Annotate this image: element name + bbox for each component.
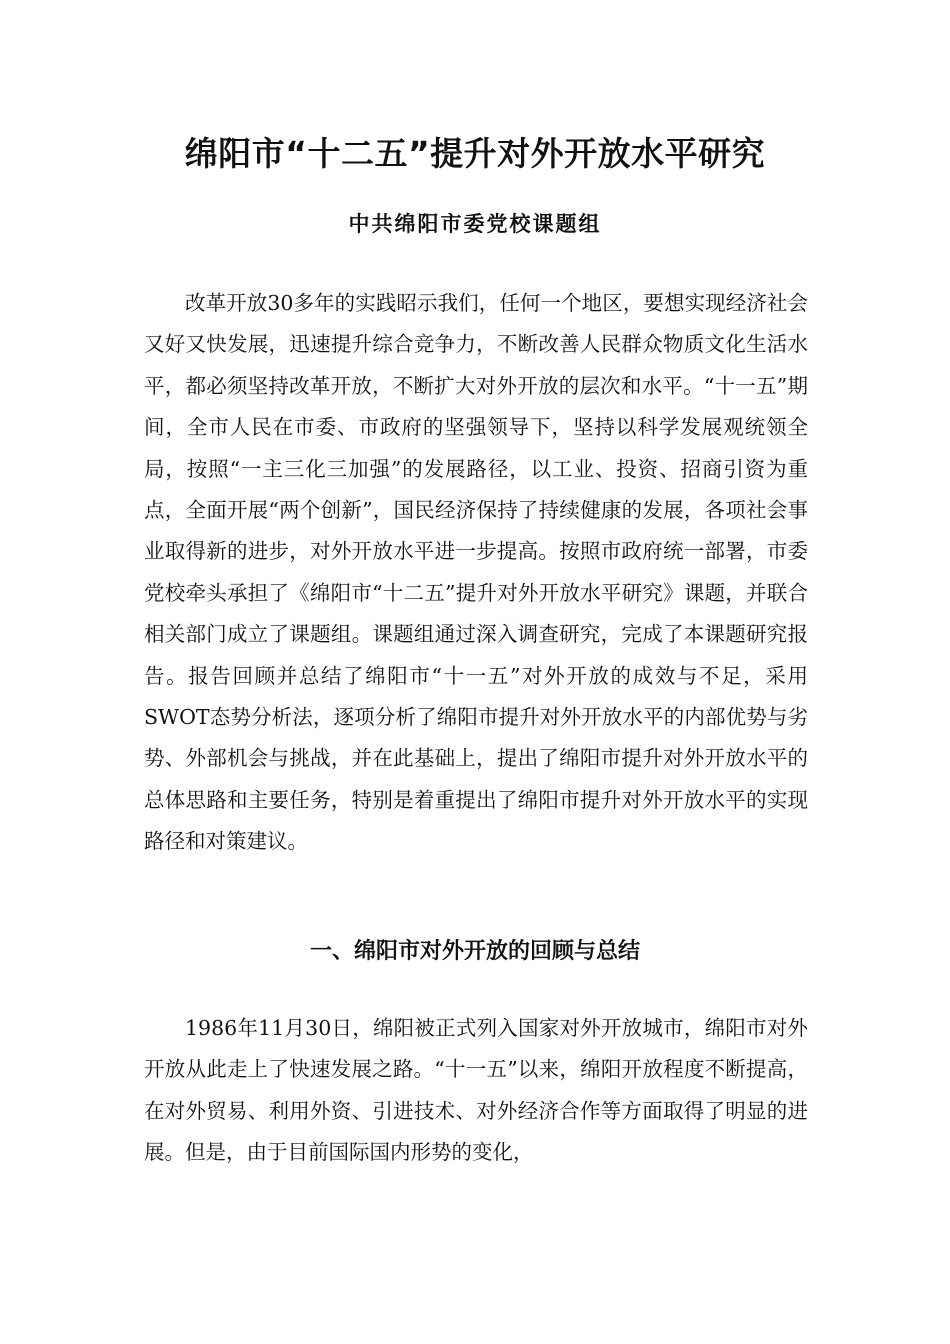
document-title: 绵阳市“十二五”提升对外开放水平研究 — [184, 134, 766, 173]
section-heading: 一、绵阳市对外开放的回顾与总结 — [309, 939, 640, 964]
document-author: 中共绵阳市委党校课题组 — [348, 211, 602, 236]
intro-paragraph: 改革开放30多年的实践昭示我们，任何一个地区，要想实现经济社会又好又快发展，迅速提升综合竞争力，不断改善人民群众物质文化生活水平，都必须坚持改革开放，不断扩大对外开放的层次和水平。“十一五”期间，全市人民在市委、市政府的坚强领导下，坚持以科学发展观统领全局，按照“一主三化三加强”的发展路径，以工业、投资、招商引资为重点，全面开展“两个创新”，国民经济保持了持续健康的发展，各项社会事业取得新的进步，对外开放水平进一步提高。按照市政府统一部署，市委党校牵头承担了《绵阳市“十二五”提升对外开放水平研究》课题，并联合相关部门成立了课题组。课题组通过深入调查研究，完成了本课题研究报告。报告回顾并总结了绵阳市“十一五”对外开放的成效与不足，采用SWOT态势分析法，逐项分析了绵阳市提升对外开放水平的内部优势与劣势、外部机会与挑战，并在此基础上，提出了绵阳市提升对外开放水平的总体思路和主要任务，特别是着重提出了绵阳市提升对外开放水平的实现路径和对策建议。 — [144, 291, 808, 854]
section-paragraph: 1986年11月30日，绵阳被正式列入国家对外开放城市，绵阳市对外开放从此走上了快速发展之路。“十一五”以来，绵阳开放程度不断提高，在对外贸易、利用外资、引进技术、对外经济合作等方面取得了明显的进展。但是，由于目前国际国内形势的变化， — [144, 1016, 808, 1165]
